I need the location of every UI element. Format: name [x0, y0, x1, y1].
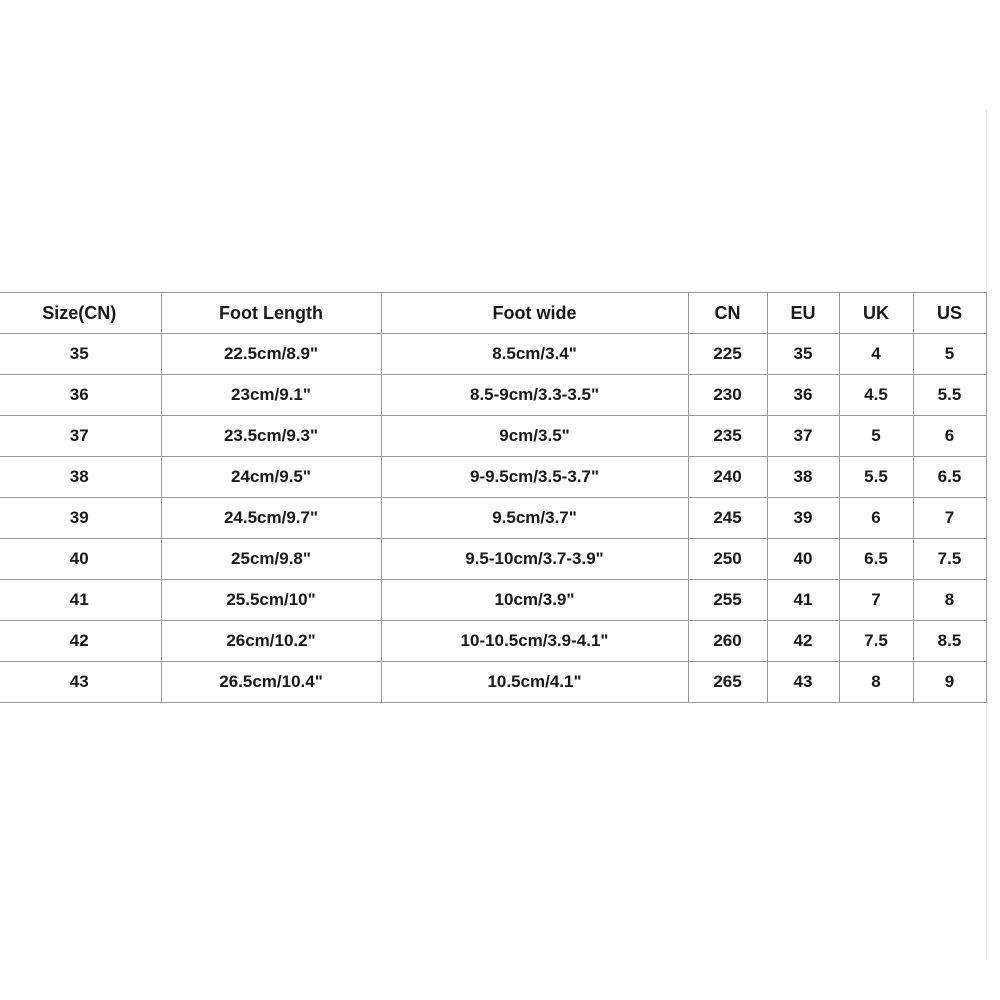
cell-foot-wide: 10.5cm/4.1": [381, 662, 688, 703]
cell-uk: 8: [839, 662, 913, 703]
cell-uk: 4: [839, 334, 913, 375]
cell-size-cn: 38: [0, 457, 161, 498]
header-uk: UK: [839, 293, 913, 334]
table-row: [0, 621, 986, 662]
cell-foot-wide: 9.5-10cm/3.7-3.9": [381, 539, 688, 580]
cell-us: 5: [913, 334, 986, 375]
cell-eu: 38: [767, 457, 839, 498]
cell-foot-wide: 10cm/3.9": [381, 580, 688, 621]
size-chart-table: [0, 292, 987, 703]
cell-size-cn: 40: [0, 539, 161, 580]
cell-cn: 250: [688, 539, 767, 580]
cell-size-cn: 37: [0, 416, 161, 457]
cell-foot-length: 25cm/9.8": [161, 539, 381, 580]
cell-foot-length: 22.5cm/8.9": [161, 334, 381, 375]
cell-eu: 35: [767, 334, 839, 375]
cell-foot-length: 24cm/9.5": [161, 457, 381, 498]
cell-foot-wide: 8.5-9cm/3.3-3.5": [381, 375, 688, 416]
cell-eu: 39: [767, 498, 839, 539]
cell-foot-length: 25.5cm/10": [161, 580, 381, 621]
header-foot-wide: Foot wide: [381, 293, 688, 334]
cell-foot-wide: 9cm/3.5": [381, 416, 688, 457]
table-row: [0, 539, 986, 580]
cell-foot-wide: 9-9.5cm/3.5-3.7": [381, 457, 688, 498]
cell-cn: 260: [688, 621, 767, 662]
table-row: [0, 498, 986, 539]
cell-size-cn: 36: [0, 375, 161, 416]
table-row: [0, 457, 986, 498]
cell-eu: 37: [767, 416, 839, 457]
header-us: US: [913, 293, 986, 334]
cell-cn: 235: [688, 416, 767, 457]
cell-cn: 265: [688, 662, 767, 703]
cell-uk: 7: [839, 580, 913, 621]
cell-us: 6.5: [913, 457, 986, 498]
cell-uk: 6.5: [839, 539, 913, 580]
cell-foot-length: 23cm/9.1": [161, 375, 381, 416]
cell-us: 7: [913, 498, 986, 539]
cell-foot-length: 26.5cm/10.4": [161, 662, 381, 703]
cell-size-cn: 43: [0, 662, 161, 703]
cell-foot-wide: 10-10.5cm/3.9-4.1": [381, 621, 688, 662]
cell-eu: 40: [767, 539, 839, 580]
cell-us: 8: [913, 580, 986, 621]
cell-eu: 36: [767, 375, 839, 416]
cell-size-cn: 35: [0, 334, 161, 375]
header-size-cn: Size(CN): [0, 293, 161, 334]
cell-size-cn: 41: [0, 580, 161, 621]
cell-cn: 225: [688, 334, 767, 375]
cell-eu: 41: [767, 580, 839, 621]
table-row: [0, 580, 986, 621]
cell-us: 7.5: [913, 539, 986, 580]
cell-cn: 245: [688, 498, 767, 539]
cell-uk: 7.5: [839, 621, 913, 662]
header-cn: CN: [688, 293, 767, 334]
cell-foot-wide: 9.5cm/3.7": [381, 498, 688, 539]
table-row: [0, 375, 986, 416]
cell-us: 8.5: [913, 621, 986, 662]
cell-eu: 43: [767, 662, 839, 703]
cell-uk: 5: [839, 416, 913, 457]
cell-foot-length: 26cm/10.2": [161, 621, 381, 662]
cell-cn: 230: [688, 375, 767, 416]
cell-uk: 6: [839, 498, 913, 539]
cell-us: 9: [913, 662, 986, 703]
cell-size-cn: 42: [0, 621, 161, 662]
cell-size-cn: 39: [0, 498, 161, 539]
table-row: [0, 662, 986, 703]
cell-foot-length: 23.5cm/9.3": [161, 416, 381, 457]
cell-cn: 240: [688, 457, 767, 498]
cell-uk: 4.5: [839, 375, 913, 416]
cell-us: 6: [913, 416, 986, 457]
cell-uk: 5.5: [839, 457, 913, 498]
cell-us: 5.5: [913, 375, 986, 416]
header-row: [0, 293, 986, 334]
header-foot-length: Foot Length: [161, 293, 381, 334]
cell-foot-length: 24.5cm/9.7": [161, 498, 381, 539]
cell-foot-wide: 8.5cm/3.4": [381, 334, 688, 375]
table-row: [0, 416, 986, 457]
cell-cn: 255: [688, 580, 767, 621]
table-row: [0, 334, 986, 375]
cell-eu: 42: [767, 621, 839, 662]
header-eu: EU: [767, 293, 839, 334]
